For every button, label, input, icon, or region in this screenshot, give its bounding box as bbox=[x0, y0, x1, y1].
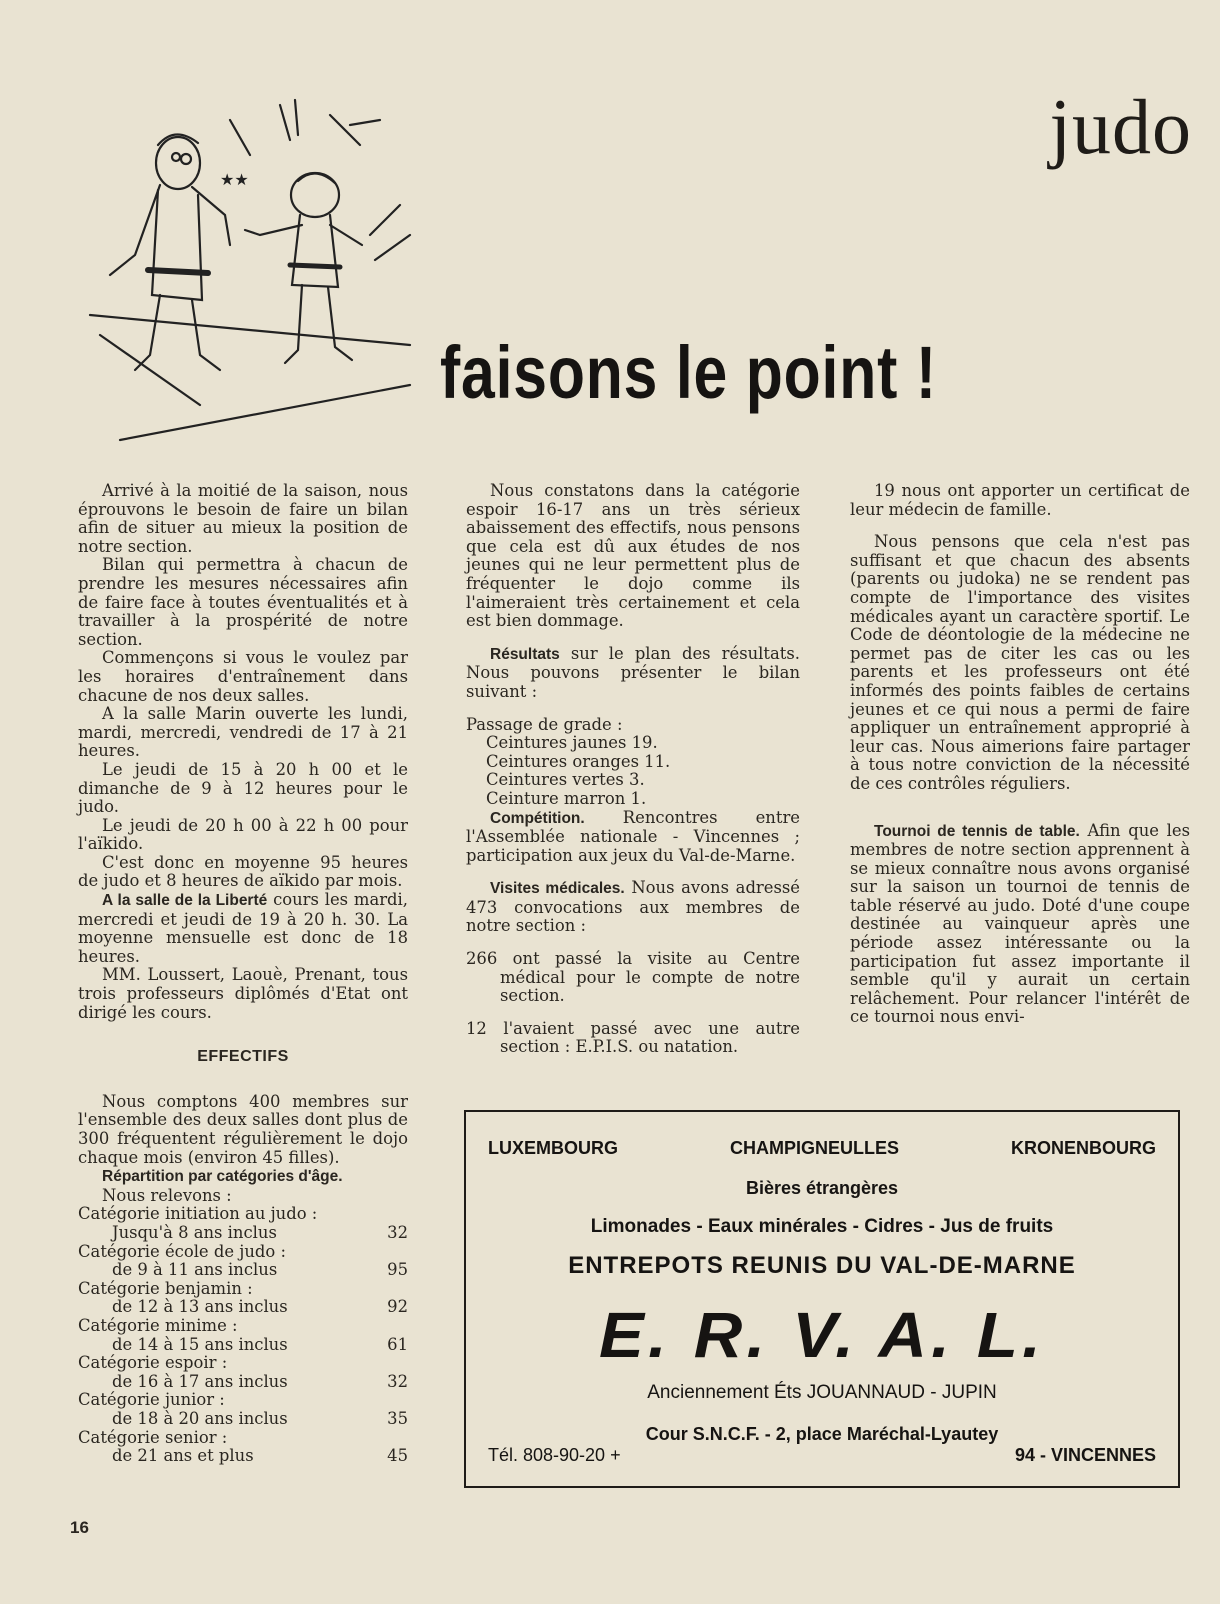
repartition-heading bbox=[78, 1167, 408, 1187]
category-range: de 14 à 15 ans inclus bbox=[112, 1334, 288, 1354]
tournoi-heading: Tournoi de tennis de table. bbox=[874, 822, 1080, 840]
category-row bbox=[78, 1224, 408, 1243]
competition-heading: Compétition. bbox=[490, 809, 585, 827]
visites-heading: Visites médicales. bbox=[490, 880, 625, 898]
column-1 bbox=[78, 482, 408, 1466]
category-count: 45 bbox=[387, 1446, 408, 1466]
grade-item: Ceinture marron 1. bbox=[486, 788, 647, 808]
resultats-text: sur le plan des résultats. Nous pouvons présenter le bilan suivant : bbox=[466, 643, 800, 701]
grade-item: Ceintures jaunes 19. bbox=[486, 733, 658, 753]
category-name: Catégorie initiation au judo : bbox=[78, 1204, 318, 1224]
headline: faisons le point ! bbox=[440, 331, 937, 414]
paragraph: C'est donc en moyenne 95 heures de judo et 8 heures de aïkido par mois. bbox=[78, 852, 408, 891]
ad-formerly: Anciennement Éts JOUANNAUD - JUPIN bbox=[647, 1382, 997, 1403]
svg-text:★★: ★★ bbox=[220, 170, 249, 189]
advertisement-box bbox=[464, 1110, 1180, 1488]
erval-logo: E. R. V. A. L. bbox=[599, 1299, 1045, 1371]
category-row bbox=[78, 1298, 408, 1317]
category-count: 92 bbox=[387, 1297, 408, 1317]
paragraph: 19 nous ont apporter un certificat de leur médecin de famille. bbox=[850, 481, 1190, 519]
ad-address: Cour S.N.C.F. - 2, place Maréchal-Lyautey bbox=[645, 1424, 999, 1444]
category-range: Jusqu'à 8 ans inclus bbox=[112, 1222, 277, 1242]
category-row bbox=[78, 1336, 408, 1355]
grade-item: Ceintures vertes 3. bbox=[486, 770, 645, 790]
paragraph: Bilan qui permettra à chacun de prendre les mesures nécessaires afin de faire face à toutes éventualités et à travailler à la prospérité de notre section. bbox=[78, 555, 408, 649]
section-title: judo bbox=[1049, 83, 1192, 170]
resultats-heading: Résultats bbox=[490, 645, 560, 663]
paragraph-liberte bbox=[78, 891, 408, 966]
category-count: 32 bbox=[387, 1371, 408, 1391]
competition-text: Rencontres entre l'Assemblée nationale - Vincennes ; participation aux jeux du Val-de-Marne. bbox=[466, 807, 800, 865]
category-name: Catégorie école de judo : bbox=[78, 1241, 286, 1261]
ad-bieres: Bières étrangères bbox=[745, 1178, 899, 1198]
category-range: de 16 à 17 ans inclus bbox=[112, 1371, 288, 1391]
column-2 bbox=[466, 482, 800, 1057]
paragraph: Le jeudi de 15 à 20 h 00 et le dimanche de 9 à 12 heures pour le judo. bbox=[78, 759, 408, 817]
category-name: Catégorie benjamin : bbox=[78, 1278, 253, 1298]
category-range: de 18 à 20 ans inclus bbox=[112, 1408, 288, 1428]
category-row bbox=[78, 1447, 408, 1466]
paragraph: MM. Loussert, Laouè, Prenant, tous trois professeurs diplômés d'Etat ont dirigé les cours. bbox=[78, 965, 408, 1022]
paragraph: A la salle Marin ouverte les lundi, mardi, mercredi, vendredi de 17 à 21 heures. bbox=[78, 704, 408, 761]
paragraph: Nous pensons que cela n'est pas suffisant et que chacun des absents (parents ou judoka) ne se rendent pas compte de l'importance des visites médicales ayant un caractère sportif. Le Code de déontologie de la médecine ne permet pas de citer les cas ou les parents et les professeurs ont été informés des points faibles de certains jeunes et ce qui nous a permi de faire appliquer un entraînement approprié à leur cas. Nous aimerions faire partager à tous notre conviction de la nécessité de ces contrôles réguliers. bbox=[850, 532, 1190, 793]
judo-cartoon-illustration bbox=[80, 85, 420, 460]
category-row bbox=[78, 1373, 408, 1392]
ad-company: ENTREPOTS REUNIS DU VAL-DE-MARNE bbox=[568, 1252, 1076, 1279]
brand-luxembourg: LUXEMBOURG bbox=[488, 1138, 618, 1158]
column-3 bbox=[850, 482, 1190, 1027]
category-row bbox=[78, 1261, 408, 1280]
category-name: Catégorie minime : bbox=[78, 1315, 238, 1335]
ad-brands bbox=[488, 1138, 1156, 1159]
ad-city: 94 - VINCENNES bbox=[1014, 1445, 1156, 1465]
liberte-heading: A la salle de la Liberté bbox=[102, 892, 268, 910]
page-number: 16 bbox=[70, 1518, 89, 1537]
liberte-text: cours les mardi, mercredi et jeudi de 19 à 20 h. 30. La moyenne mensuelle est donc de 18 heures. bbox=[78, 890, 408, 966]
paragraph: Nous constatons dans la catégorie espoir 16-17 ans un très sérieux abaissement des effectifs, nous pensons que cela est dû aux études de nos jeunes qui ne leur permettent plus de fréquenter le dojo comme ils l'aimeraient très certainement et cela est bien dommage. bbox=[466, 481, 800, 631]
tournoi-text: Afin que les membres de notre section apprennent à se mieux connaître nous avons organisé sur la saison un tournoi de tennis de table réservé au judo. Doté d'une coupe destinée au vainqueur après une période assez intéressante ou la participation fut assez importante il semble qu'il y aurait un certain relâchement. Pour relancer l'intérêt de ce tournoi nous envi- bbox=[850, 820, 1190, 1027]
paragraph-visites bbox=[466, 879, 800, 936]
visites-text: Nous avons adressé 473 convocations aux membres de notre section : bbox=[466, 878, 800, 936]
ad-phone: Tél. 808-90-20 + bbox=[488, 1445, 621, 1465]
visite-item: 12 l'avaient passé avec une autre section : E.P.I.S. ou natation. bbox=[466, 1018, 800, 1057]
paragraph: Arrivé à la moitié de la saison, nous éprouvons le besoin de faire un bilan afin de situer au mieux la position de notre section. bbox=[78, 481, 408, 556]
category-range: de 21 ans et plus bbox=[112, 1446, 254, 1466]
paragraph: Commençons si vous le voulez par les horaires d'entraînement dans chacune de nos deux salles. bbox=[78, 648, 408, 705]
category-range: de 12 à 13 ans inclus bbox=[112, 1297, 288, 1317]
repartition-title: Répartition par catégories d'âge. bbox=[102, 1168, 343, 1186]
visite-item: 266 ont passé la visite au Centre médical pour le compte de notre section. bbox=[466, 949, 800, 1006]
category-name: Catégorie espoir : bbox=[78, 1353, 228, 1373]
effectifs-heading: EFFECTIFS bbox=[197, 1048, 289, 1066]
paragraph: Nous comptons 400 membres sur l'ensemble des deux salles dont plus de 300 fréquentent régulièrement le dojo chaque mois (environ 45 filles). bbox=[78, 1091, 408, 1167]
grade-item: Ceintures oranges 11. bbox=[486, 751, 671, 771]
category-count: 32 bbox=[387, 1222, 408, 1242]
paragraph-tournoi bbox=[850, 822, 1190, 1028]
category-list bbox=[78, 1205, 408, 1465]
category-name: Catégorie senior : bbox=[78, 1427, 228, 1447]
category-count: 95 bbox=[387, 1260, 408, 1280]
category-count: 61 bbox=[387, 1334, 408, 1354]
category-range: de 9 à 11 ans inclus bbox=[112, 1260, 278, 1280]
passage-grade: Passage de grade : bbox=[466, 714, 623, 734]
brand-kronenbourg: KRONENBOURG bbox=[1010, 1138, 1156, 1158]
paragraph: Le jeudi de 20 h 00 à 22 h 00 pour l'aïkido. bbox=[78, 815, 408, 854]
ad-products: Limonades - Eaux minérales - Cidres - Jus de fruits bbox=[590, 1216, 1054, 1237]
paragraph-competition bbox=[466, 809, 800, 866]
category-name: Catégorie junior : bbox=[78, 1390, 225, 1410]
paragraph-resultats bbox=[466, 645, 800, 702]
nous-relevons: Nous relevons : bbox=[102, 1185, 232, 1205]
category-count: 35 bbox=[387, 1408, 408, 1428]
category-row bbox=[78, 1410, 408, 1429]
ad-footer bbox=[488, 1445, 1156, 1466]
brand-champigneulles: CHAMPIGNEULLES bbox=[729, 1138, 899, 1158]
